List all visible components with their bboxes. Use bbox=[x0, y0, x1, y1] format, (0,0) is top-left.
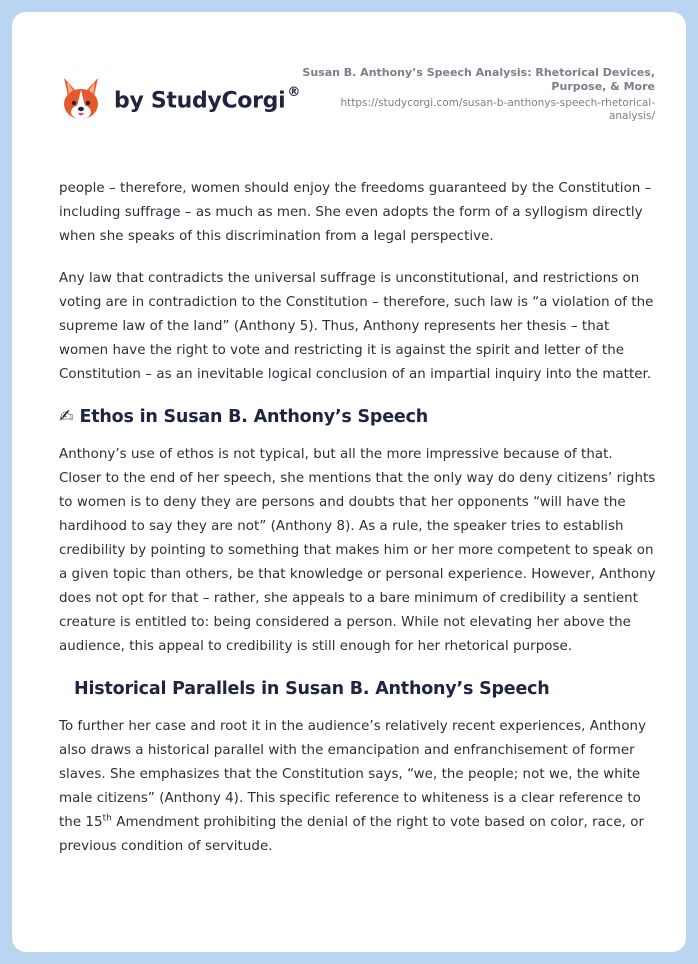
ordinal-superscript: th bbox=[102, 813, 112, 824]
paragraph-4-text-b: Amendment prohibiting the denial of the right to vote based on color, race, or previous condition of servitude. bbox=[59, 815, 645, 854]
paragraph-4 bbox=[59, 715, 659, 859]
paragraph-3: Anthony’s use of ethos is not typical, but all the more impressive because of that. Closer to the end of her speech, she mentions that the only way do deny citizens’ rights to women is to deny they are persons and doubts that her opponents “will have the hardihood to say they are not” (Anthony 8). As a rule, the speaker tries to establish credibility by pointing to something that makes him or her more competent to speak on a given topic than others, be that knowledge or personal experience. However, Anthony does not opt for that – rather, she appeals to a bare minimum of credibility a sentient creature is entitled to: being considered a person. While not elevating her above the audience, this appeal to credibility is still enough for her rhetorical purpose. bbox=[59, 447, 656, 654]
document-meta bbox=[295, 66, 655, 123]
registered-mark: ® bbox=[287, 85, 301, 101]
section-heading-ethos-text: Ethos in Susan B. Anthony’s Speech bbox=[79, 407, 429, 427]
paragraph-4-text-a: To further her case and root it in the audience’s relatively recent experiences, Anthony also draws a historical parallel with the emancipation and enfranchisement of former slaves. She emphasizes that the Constitution says, “we, the people; not we, the white male citizens” (Anthony 4). This specific reference to whiteness is a clear reference to the 15 bbox=[59, 719, 647, 830]
writing-hand-icon: ✍ bbox=[59, 407, 74, 427]
page-header bbox=[12, 12, 686, 162]
document-title: Susan B. Anthony’s Speech Analysis: Rhetorical Devices, Purpose, & More bbox=[302, 66, 655, 93]
document-page bbox=[12, 12, 686, 952]
section-heading-ethos bbox=[59, 405, 659, 429]
article-body bbox=[59, 177, 659, 877]
document-url[interactable]: https://studycorgi.com/susan-b-anthonys-speech-rhetorical-analysis/ bbox=[340, 97, 655, 122]
logo-wordmark: by StudyCorgi ® bbox=[114, 85, 301, 114]
paragraph-1: people – therefore, women should enjoy the freedoms guaranteed by the Constitution – including suffrage – as much as men. She even adopts the form of a syllogism directly when she speaks of this discrimination from a legal perspective. bbox=[59, 181, 652, 244]
section-heading-historical: Historical Parallels in Susan B. Anthony’s Speech bbox=[74, 679, 550, 699]
paragraph-2: Any law that contradicts the universal suffrage is unconstitutional, and restrictions on voting are in contradiction to the Constitution – therefore, such law is “a violation of the supreme law of the land” (Anthony 5). Thus, Anthony represents her thesis – that women have the right to vote and restricting it is against the spirit and letter of the Constitution – as an inevitable logical conclusion of an impartial inquiry into the matter. bbox=[59, 271, 654, 382]
studycorgi-logo[interactable] bbox=[60, 76, 300, 122]
corgi-icon bbox=[60, 76, 102, 122]
